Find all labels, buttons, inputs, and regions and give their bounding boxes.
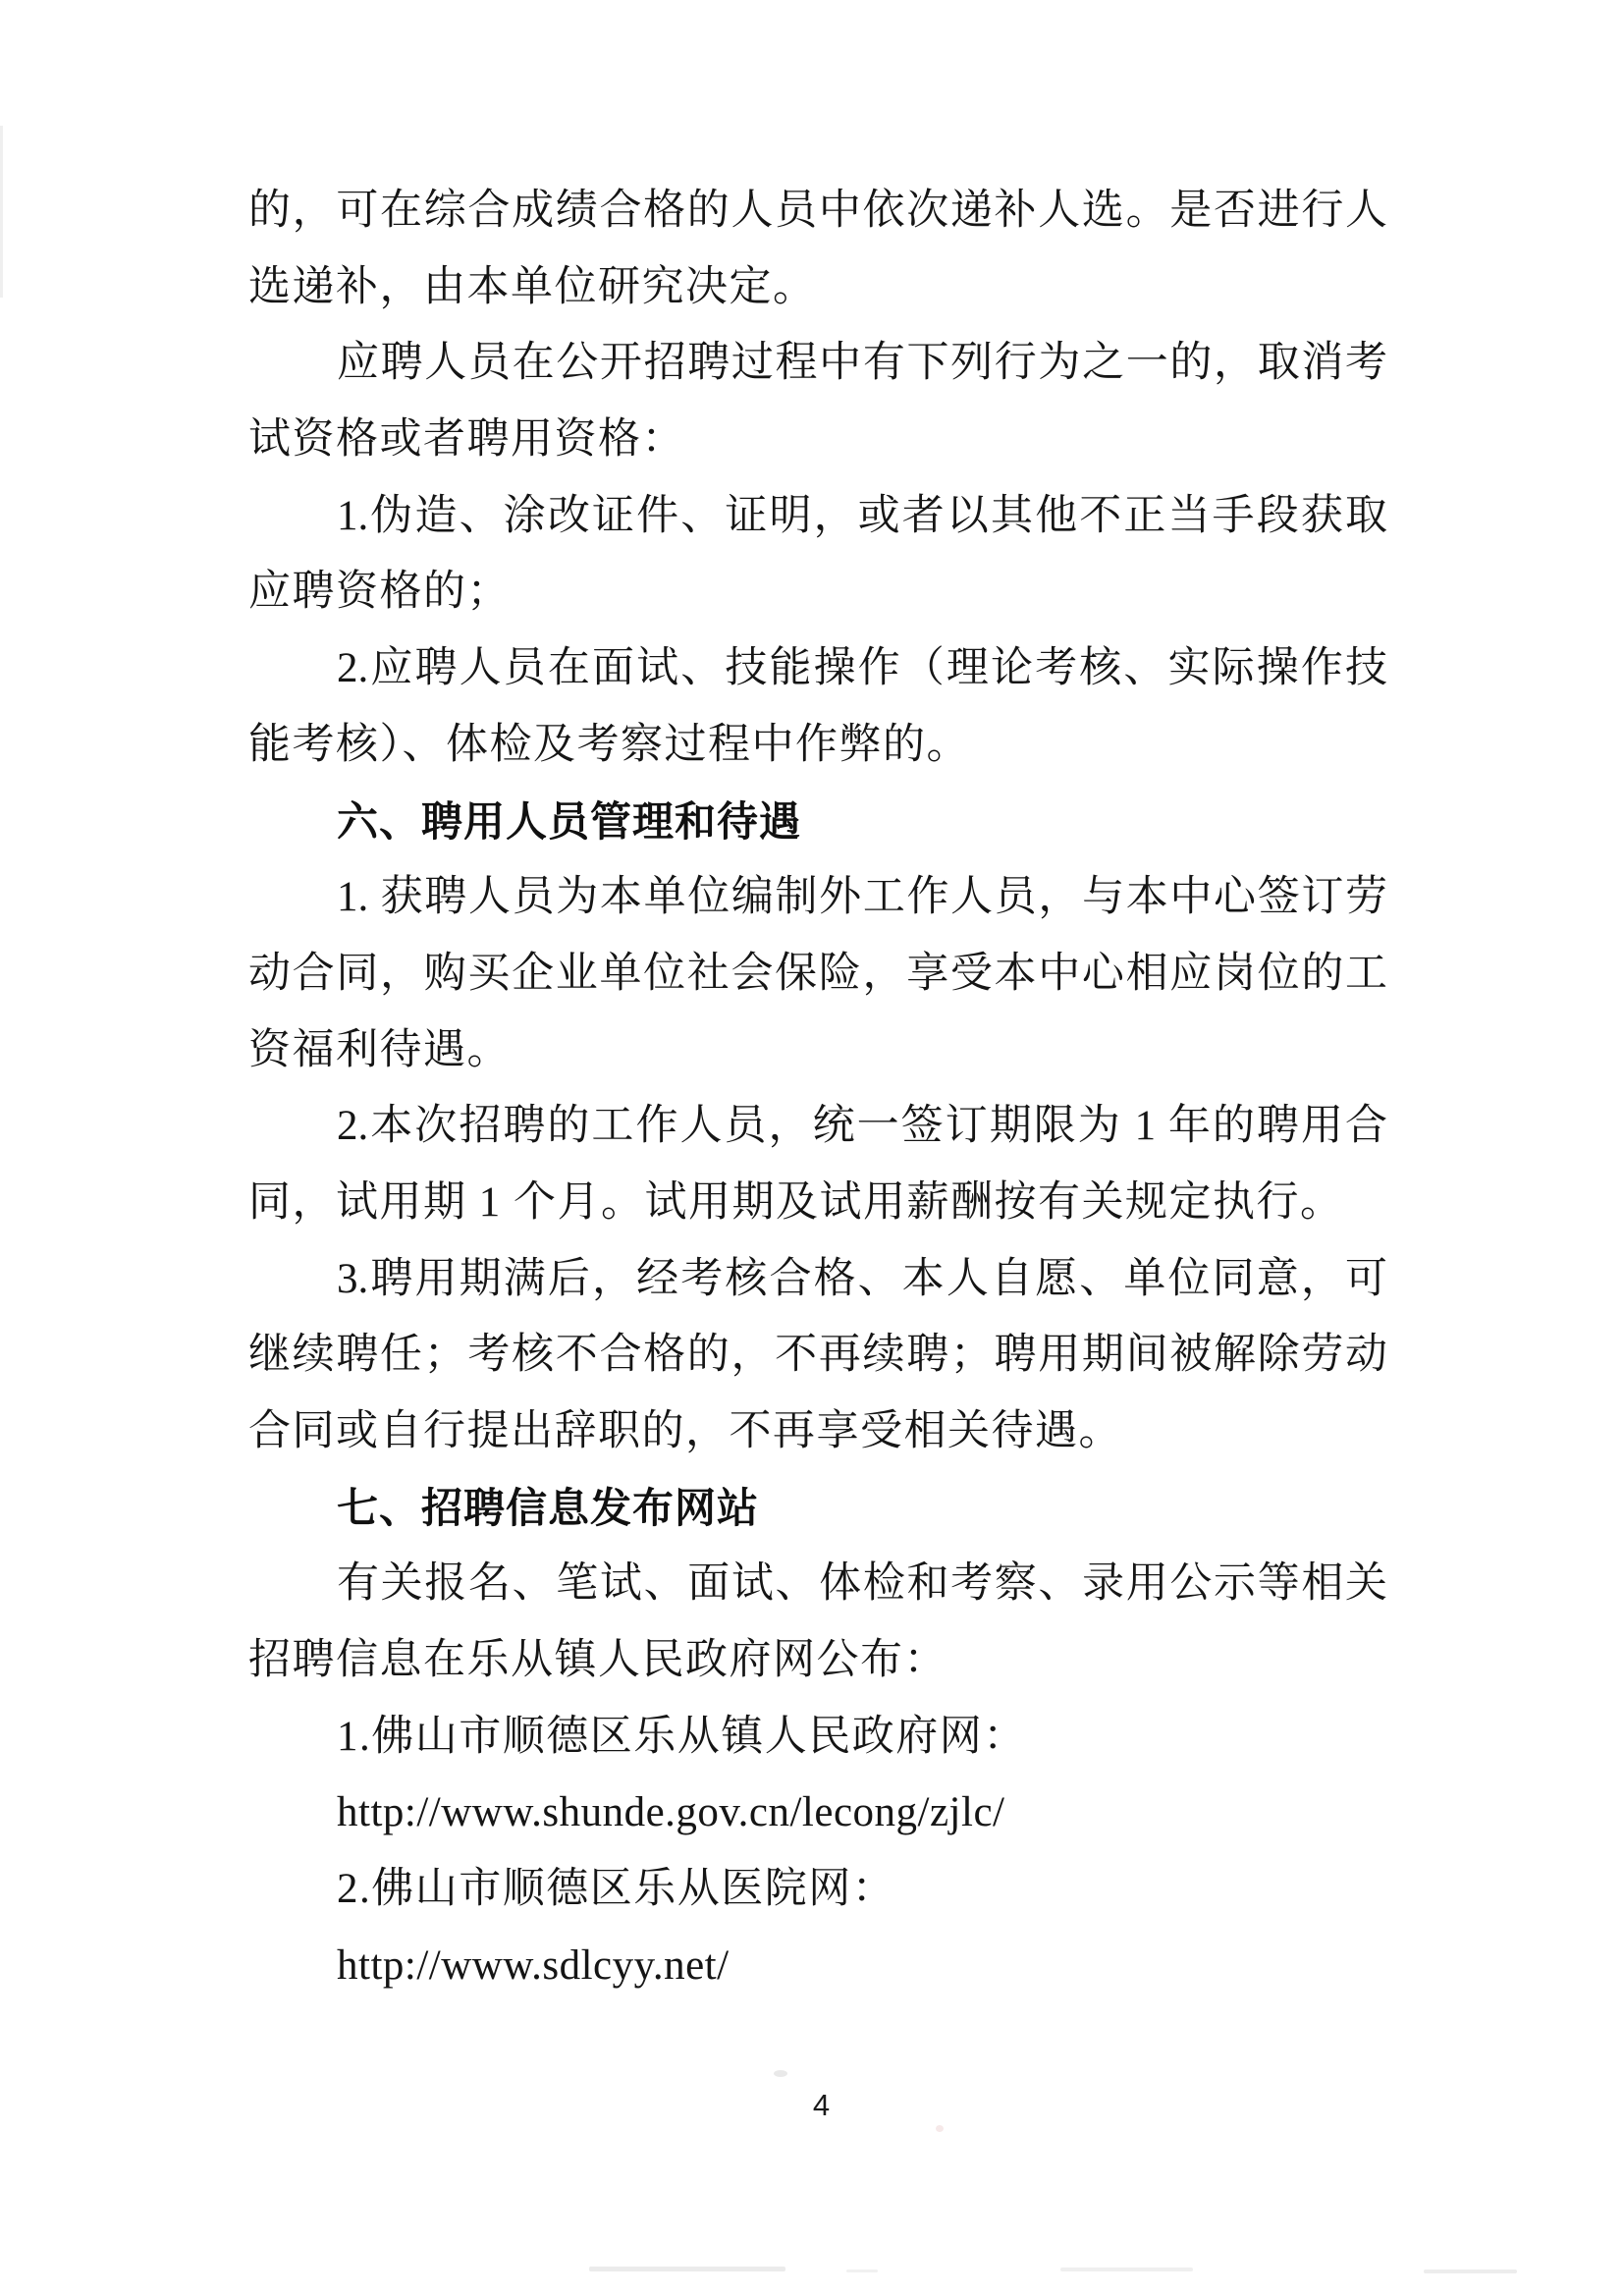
- text-line: 1.伪造、涂改证件、证明，或者以其他不正当手段获取: [337, 492, 1387, 539]
- text-line: 有关报名、笔试、面试、体检和考察、录用公示等相关: [337, 1560, 1387, 1608]
- text-line: 1.佛山市顺德区乐从镇人民政府网：: [337, 1713, 1027, 1760]
- scan-artifact-streak: [846, 2269, 878, 2272]
- text-line: 同，试用期 1 个月。试用期及试用薪酬按有关规定执行。: [248, 1178, 1344, 1226]
- text-line: 招聘信息在乐从镇人民政府网公布：: [248, 1637, 947, 1684]
- text-line: 3.聘用期满后，经考核合格、本人自愿、单位同意，可: [337, 1255, 1387, 1302]
- scan-artifact-streak: [589, 2267, 785, 2271]
- text-line: 2.应聘人员在面试、技能操作（理论考核、实际操作技: [337, 645, 1387, 692]
- text-line: 继续聘任；考核不合格的，不再续聘；聘用期间被解除劳动: [248, 1332, 1387, 1379]
- scan-artifact-streak: [1424, 2269, 1517, 2273]
- section-heading: 六、聘用人员管理和待遇: [337, 797, 802, 845]
- text-line: 1. 获聘人员为本单位编制外工作人员，与本中心签订劳: [337, 874, 1387, 921]
- text-line: 资福利待遇。: [248, 1026, 511, 1073]
- text-line: 应聘资格的；: [248, 569, 511, 616]
- text-lines: [248, 173, 1387, 2004]
- scan-artifact-left-edge: [0, 126, 3, 298]
- scan-artifact-streak: [1060, 2268, 1193, 2271]
- text-line: 能考核）、体检及考察过程中作弊的。: [248, 721, 970, 768]
- scan-artifact-smudge: [774, 2070, 787, 2077]
- text-line: 2.本次招聘的工作人员，统一签订期限为 1 年的聘用合: [337, 1103, 1387, 1150]
- section-heading: 七、招聘信息发布网站: [337, 1484, 760, 1531]
- text-line: 动合同，购买企业单位社会保险，享受本中心相应岗位的工: [248, 950, 1387, 997]
- page-number: 4: [812, 2088, 831, 2122]
- scan-artifact-dot: [936, 2125, 944, 2132]
- text-line: 应聘人员在公开招聘过程中有下列行为之一的，取消考: [337, 340, 1387, 387]
- text-line: 的，可在综合成绩合格的人员中依次递补人选。是否进行人: [248, 188, 1387, 234]
- url-line: http://www.sdlcyy.net/: [337, 1941, 730, 1989]
- url-line: http://www.shunde.gov.cn/lecong/zjlc/: [337, 1789, 1005, 1836]
- text-line: 试资格或者聘用资格：: [248, 416, 685, 464]
- text-line: 2.佛山市顺德区乐从医院网：: [337, 1866, 896, 1913]
- text-line: 选递补，由本单位研究决定。: [248, 263, 817, 310]
- text-line: 合同或自行提出辞职的，不再享受相关待遇。: [248, 1408, 1122, 1454]
